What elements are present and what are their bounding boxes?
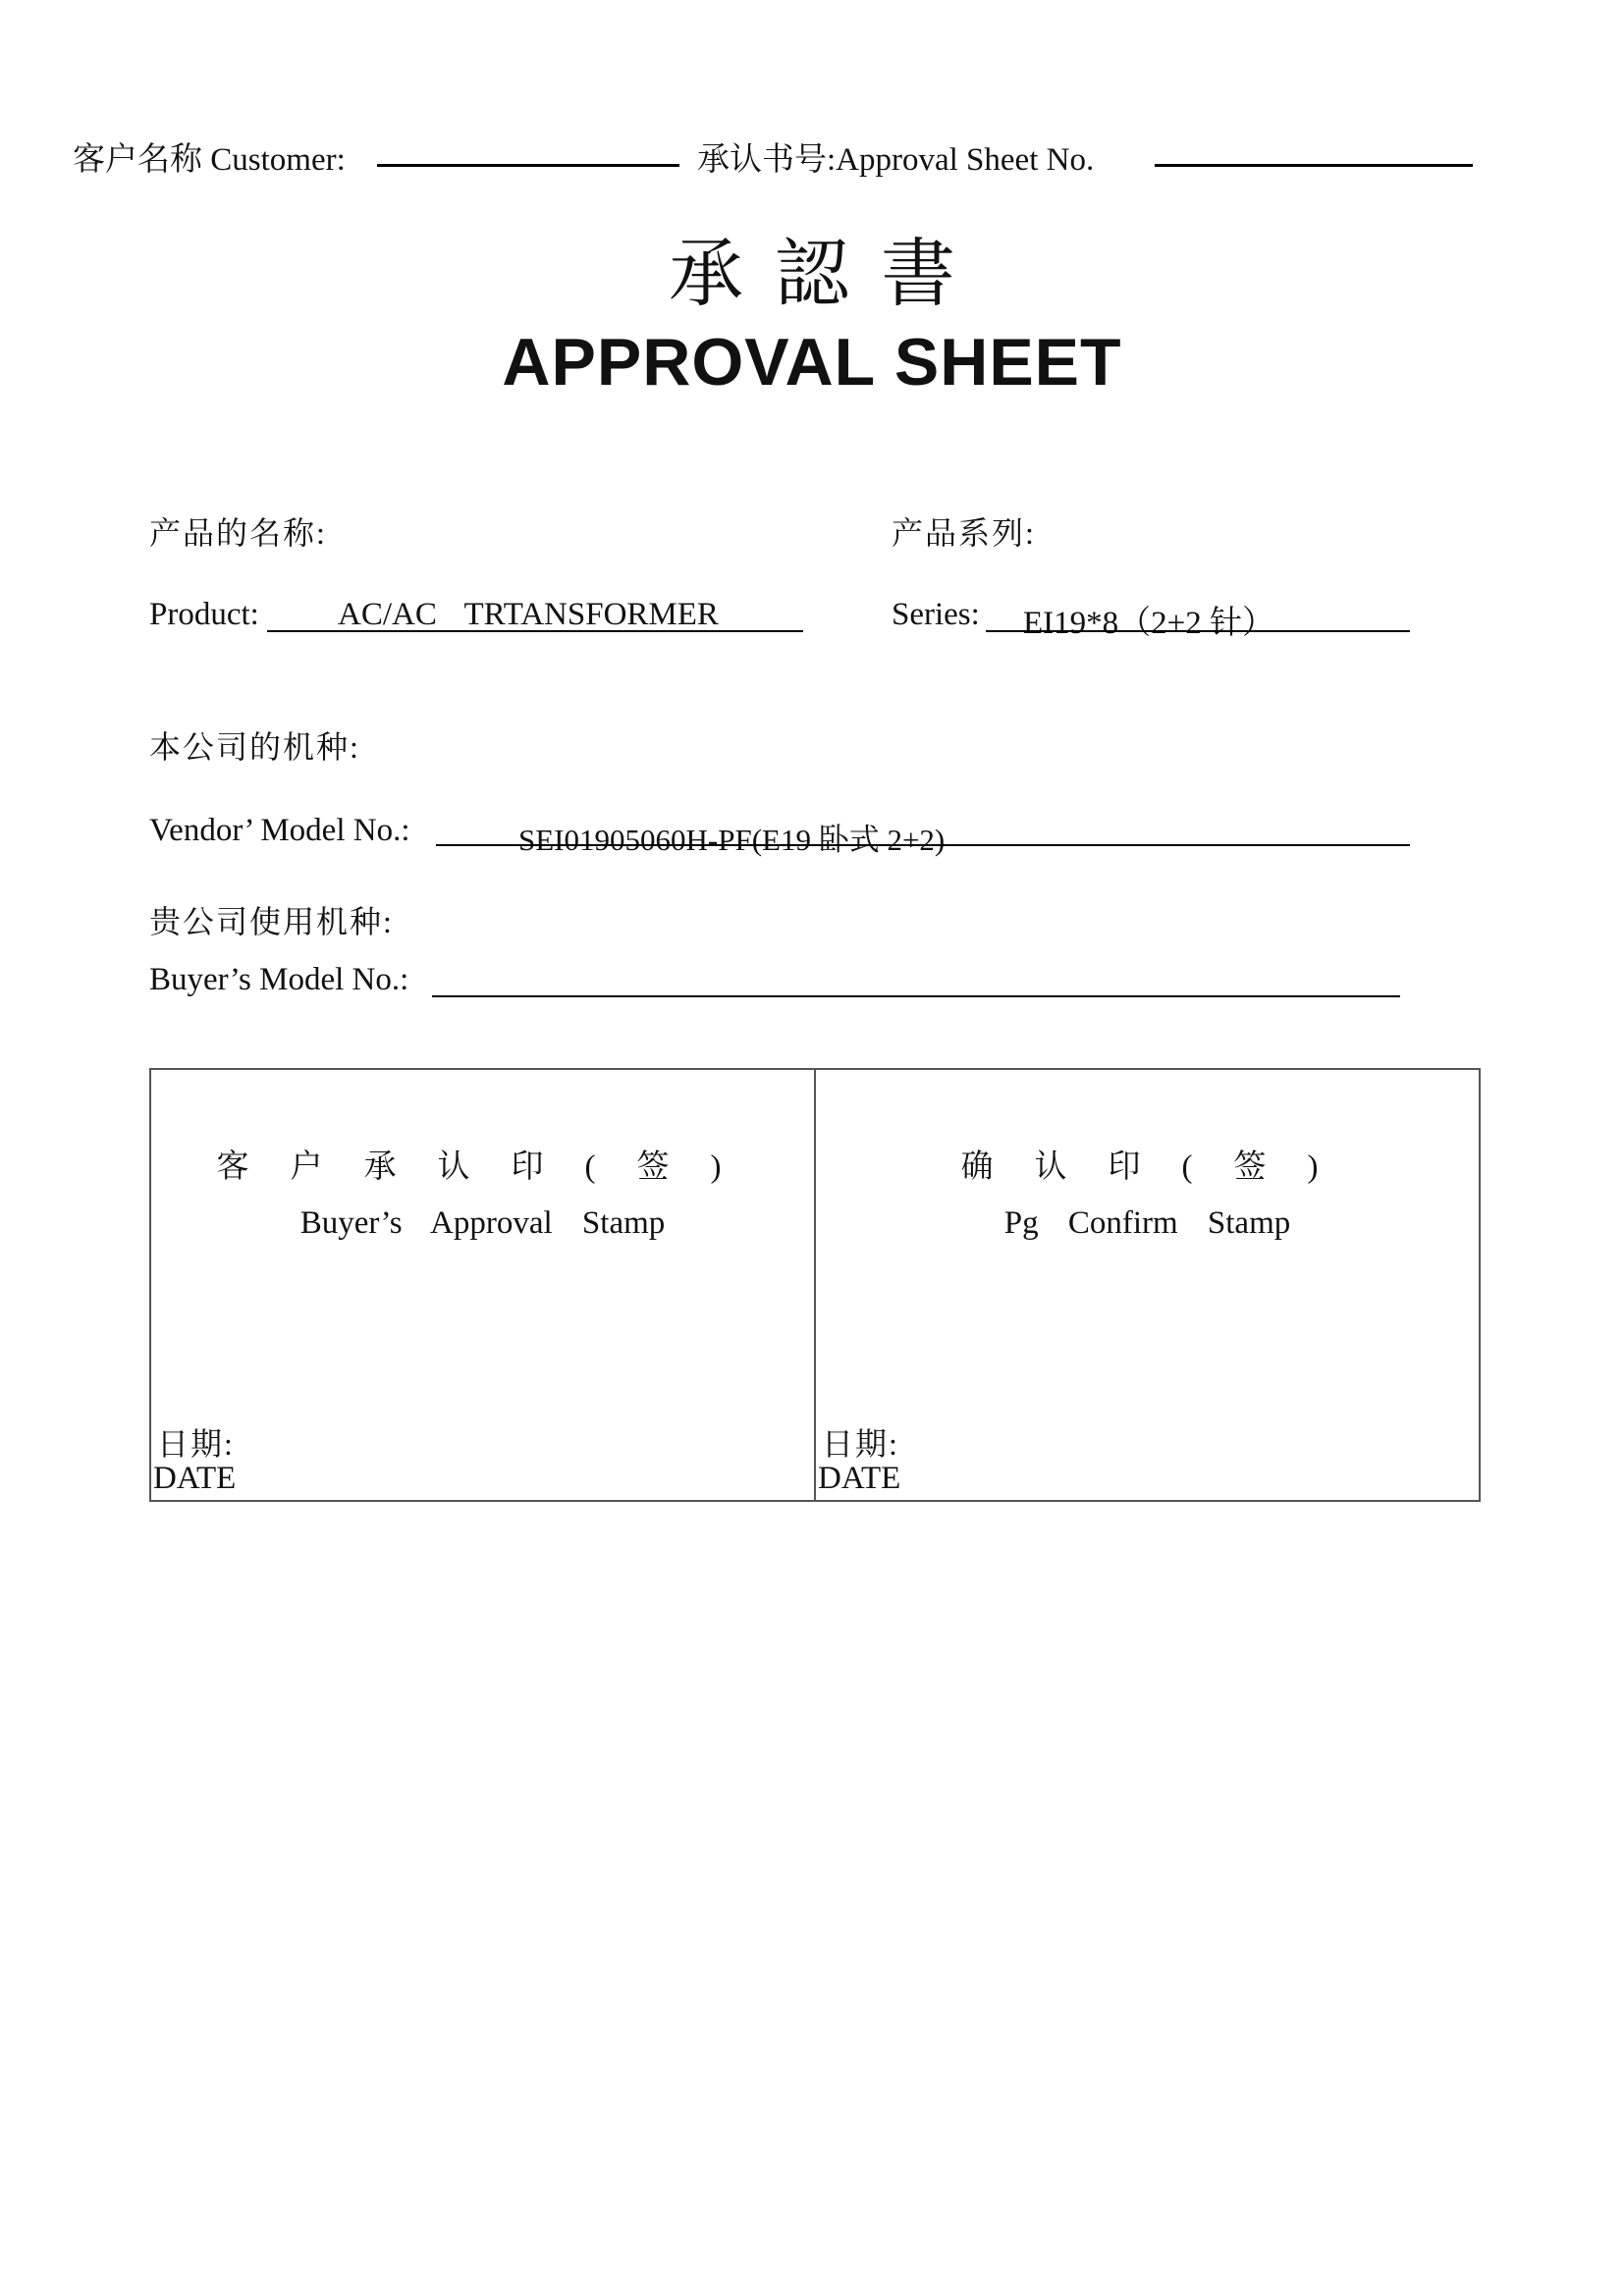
series-field-underline	[986, 630, 1410, 632]
customer-field[interactable]	[377, 164, 679, 167]
approval-sheet-no-field[interactable]	[1155, 164, 1473, 167]
product-label-cn: 产品的名称:	[149, 515, 327, 551]
buyer-date-label: DATE	[153, 1461, 237, 1496]
product-label: Product:	[149, 597, 259, 632]
vendor-model-label: Vendor’ Model No.:	[149, 813, 410, 848]
pg-stamp-title: Pg Confirm Stamp	[1003, 1205, 1291, 1241]
product-value: AC/AC TRTANSFORMER	[338, 597, 719, 632]
page-title-chinese: 承認書	[669, 230, 987, 317]
pg-stamp-title-cn: 确认印(签)	[960, 1149, 1360, 1185]
vendor-model-field-underline	[436, 844, 1410, 846]
vendor-model-label-cn: 本公司的机种:	[149, 729, 360, 765]
buyer-date-label-cn: 日期:	[157, 1426, 235, 1462]
buyer-model-label-cn: 贵公司使用机种:	[149, 904, 394, 939]
buyer-approval-stamp-cell[interactable]	[151, 1070, 816, 1500]
product-field-underline	[267, 630, 803, 632]
approval-sheet-no-label: 承认书号:Approval Sheet No.	[697, 142, 1095, 178]
customer-label: 客户名称 Customer:	[73, 142, 346, 178]
stamp-table	[149, 1068, 1481, 1502]
pg-date-label: DATE	[818, 1461, 901, 1496]
vendor-model-value: SEI01905060H-PF(E19 卧式 2+2)	[518, 823, 946, 857]
buyer-stamp-title: Buyer’s Approval Stamp	[299, 1205, 666, 1241]
page-title-english: APPROVAL SHEET	[502, 325, 1122, 400]
series-value: EI19*8（2+2 针）	[1023, 606, 1275, 641]
series-label-cn: 产品系列:	[892, 515, 1036, 551]
series-label: Series:	[892, 597, 980, 632]
pg-confirm-stamp-cell[interactable]	[816, 1070, 1479, 1500]
pg-date-label-cn: 日期:	[822, 1426, 899, 1462]
buyer-stamp-title-cn: 客户承认印(签)	[216, 1149, 763, 1185]
buyer-model-field[interactable]	[432, 995, 1400, 997]
buyer-model-label: Buyer’s Model No.:	[149, 962, 409, 997]
